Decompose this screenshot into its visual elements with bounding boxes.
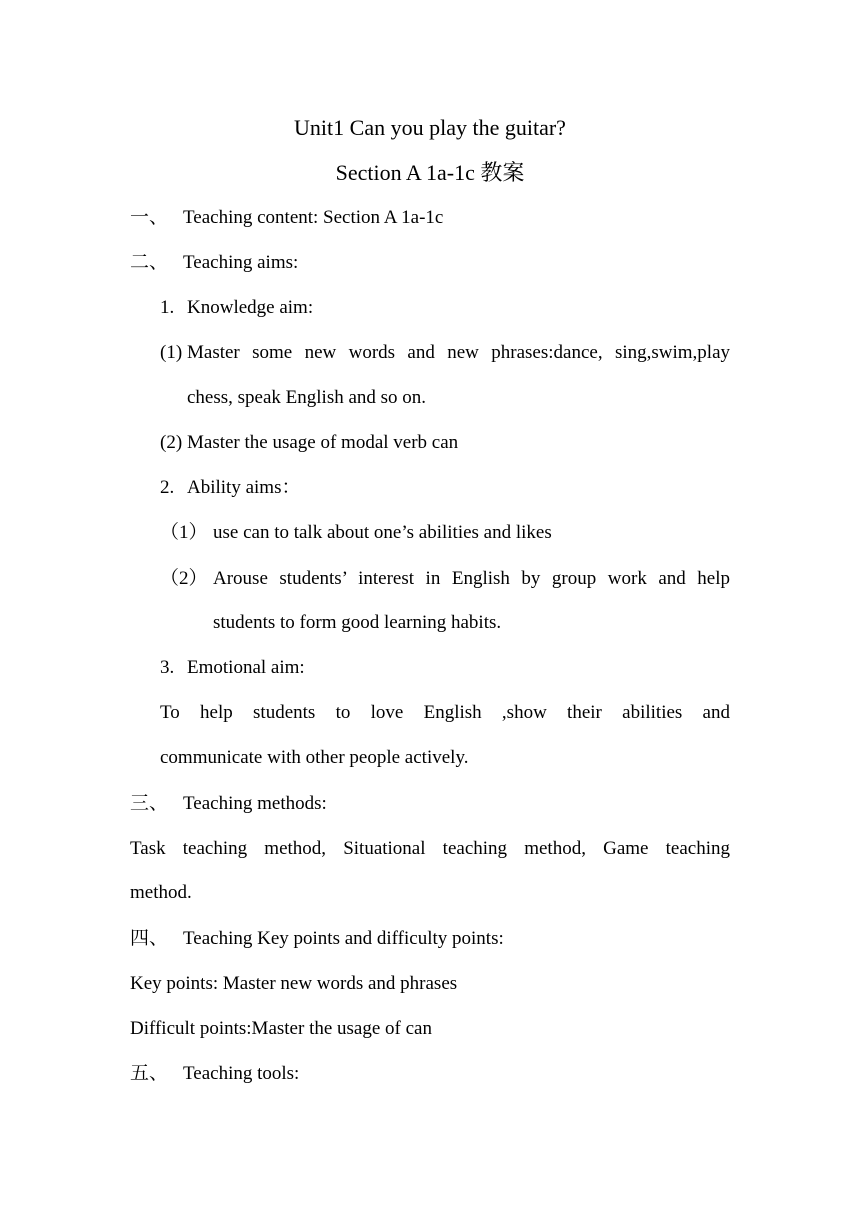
document-title: Unit1 Can you play the guitar? [294,115,566,140]
item-2-1-text: use can to talk about one’s abilities and likes [213,522,552,543]
section-3-paragraph-line-2: method. [130,882,192,903]
item-1-1-number: (1) [160,342,183,363]
section-3-number: 三、 [130,793,169,814]
item-1-1-line-1: Master some new words and new phrases:dance, sing,swim,play [187,342,730,363]
section-3-paragraph-line-1: Task teaching method, Situational teaching method, Game teaching [130,838,730,859]
item-3-number: 3. [160,657,175,678]
item-3-paragraph-line-1: To help students to love English ,show their abilities and [160,702,730,723]
item-3-paragraph-line-2: communicate with other people actively. [160,747,469,768]
item-1-2-number: (2) [160,432,183,453]
item-1-text: Knowledge aim: [187,297,314,318]
item-3-text: Emotional aim: [187,657,305,678]
section-2-number: 二、 [130,252,169,273]
item-2-2-number: （2） [160,568,208,589]
item-1-2-text: Master the usage of modal verb can [187,432,459,453]
item-2-text: Ability aims： [187,477,301,498]
item-1-number: 1. [160,297,175,318]
item-2-2-line-1: Arouse students’ interest in English by group work and help [213,568,730,589]
section-5-text: Teaching tools: [183,1063,300,1084]
section-3-text: Teaching methods: [183,793,327,814]
key-points-text: Key points: Master new words and phrases [130,973,458,994]
section-5-number: 五、 [130,1063,169,1084]
item-2-2-line-2: students to form good learning habits. [213,612,502,633]
section-1-text: Teaching content: Section A 1a-1c [183,207,444,228]
item-1-1-line-2: chess, speak English and so on. [187,387,427,408]
item-2-1-number: （1） [160,522,208,543]
item-2-number: 2. [160,477,175,498]
document-subtitle: Section A 1a-1c 教案 [335,160,525,185]
section-4-text: Teaching Key points and difficulty points: [183,928,504,949]
difficult-points-text: Difficult points:Master the usage of can [130,1018,432,1039]
section-4-number: 四、 [130,928,169,949]
section-1-number: 一、 [130,207,169,228]
section-2-text: Teaching aims: [183,252,299,273]
